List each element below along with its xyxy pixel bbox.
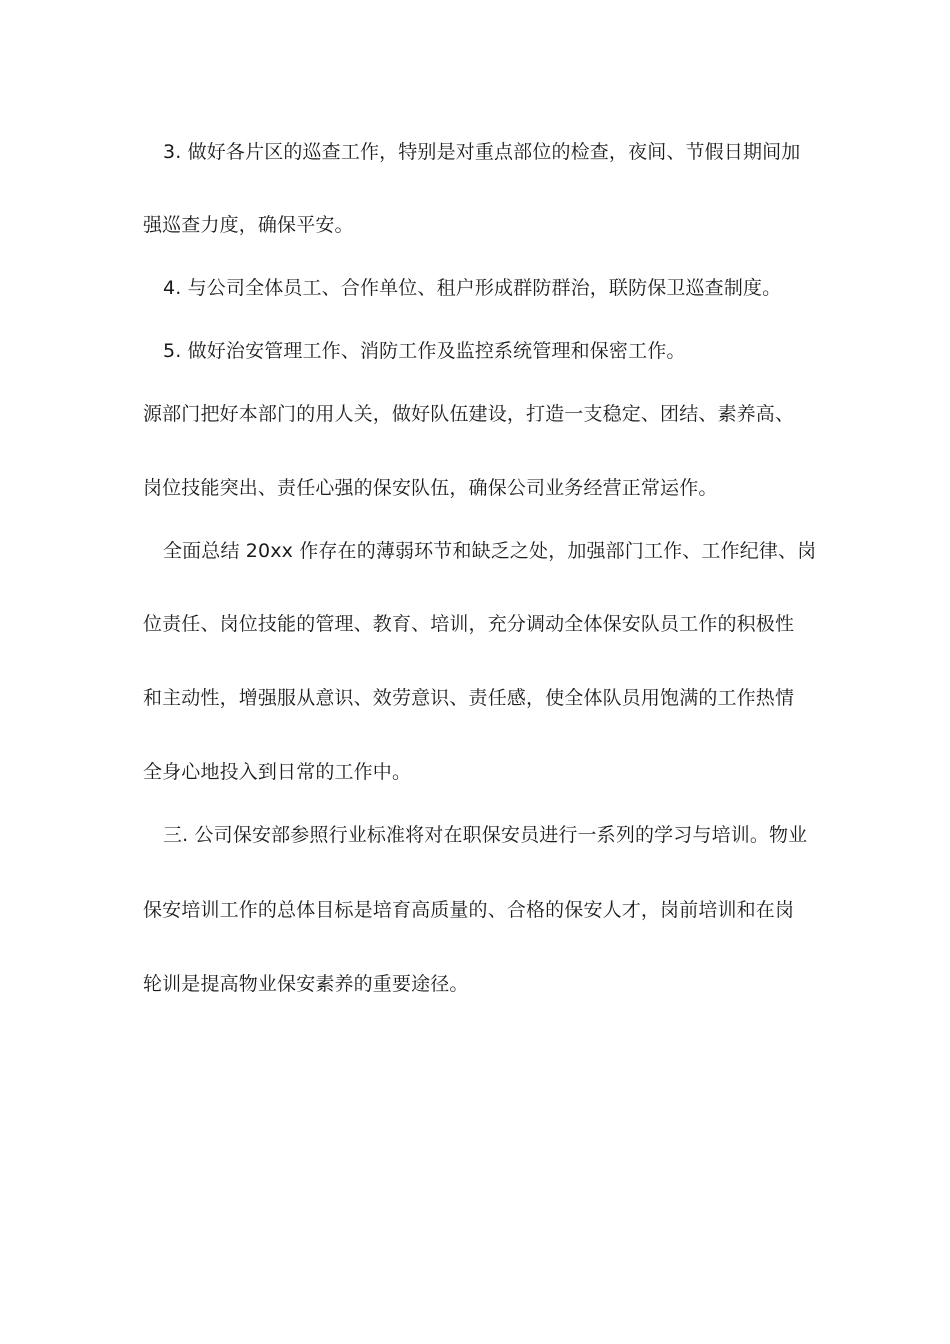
text-line: 轮训是提高物业保安素养的重要途径。: [143, 973, 469, 995]
text-line: 强巡查力度，确保平安。: [143, 214, 354, 236]
text-line: 4. 与公司全体员工、合作单位、租户形成群防群治，联防保卫巡查制度。: [163, 277, 782, 299]
text-line: 5. 做好治安管理工作、消防工作及监控系统管理和保密工作。: [163, 340, 686, 362]
text-line: 全面总结 20xx 作存在的薄弱环节和缺乏之处，加强部门工作、工作纪律、岗: [163, 540, 817, 562]
text-line: 源部门把好本部门的用人关，做好队伍建设，打造一支稳定、团结、素养高、: [143, 403, 795, 425]
text-line: 3. 做好各片区的巡查工作，特别是对重点部位的检查，夜间、节假日期间加: [163, 141, 801, 163]
text-line: 全身心地投入到日常的工作中。: [143, 761, 412, 783]
text-line: 三. 公司保安部参照行业标准将对在职保安员进行一系列的学习与培训。物业: [163, 824, 808, 846]
text-line: 位责任、岗位技能的管理、教育、培训，充分调动全体保安队员工作的积极性: [143, 613, 795, 635]
text-line: 和主动性，增强服从意识、效劳意识、责任感，使全体队员用饱满的工作热情: [143, 687, 795, 709]
text-line: 岗位技能突出、责任心强的保安队伍，确保公司业务经营正常运作。: [143, 477, 718, 499]
text-line: 保安培训工作的总体目标是培育高质量的、合格的保安人才，岗前培训和在岗: [143, 899, 795, 921]
